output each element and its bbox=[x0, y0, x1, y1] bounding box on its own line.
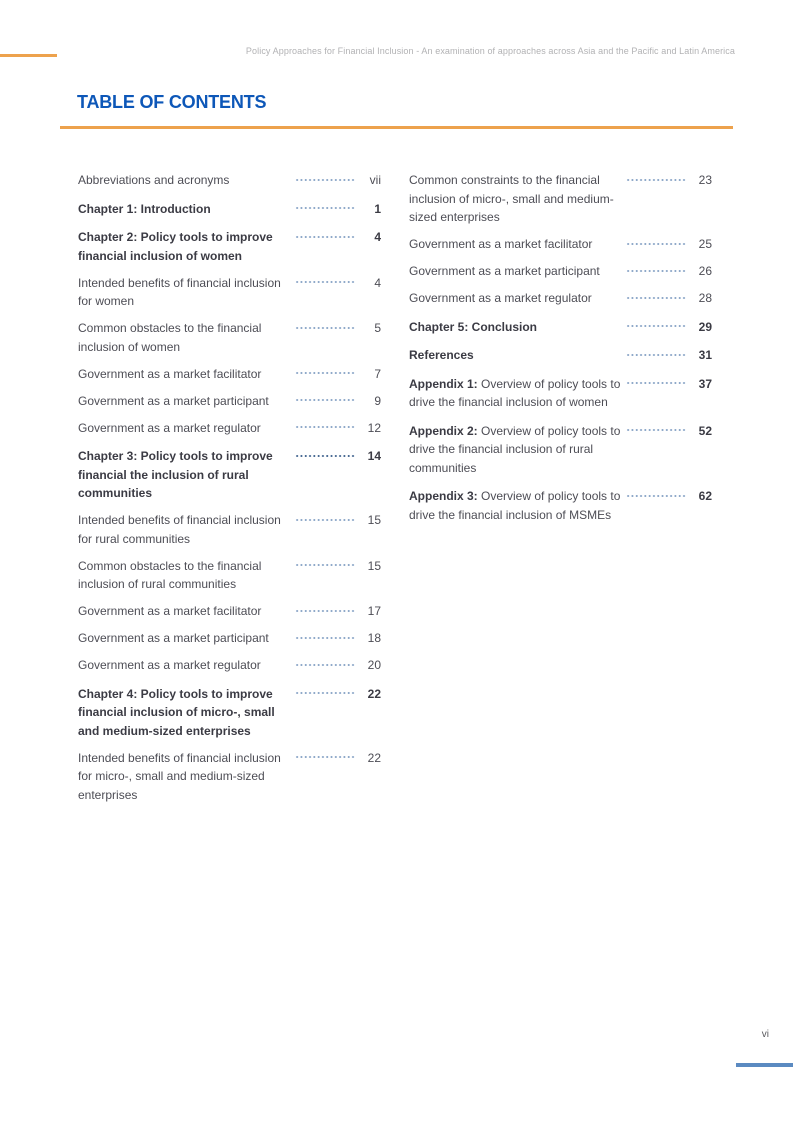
top-left-accent-line bbox=[0, 54, 57, 57]
dotted-leader bbox=[295, 207, 355, 209]
toc-entry-label bbox=[78, 749, 295, 805]
toc-entry-label bbox=[78, 629, 295, 648]
dotted-leader bbox=[295, 399, 355, 401]
toc-entry[interactable] bbox=[78, 511, 381, 548]
dotted-leader bbox=[626, 382, 686, 384]
toc-entry-page: 31 bbox=[698, 348, 712, 362]
toc-entry-prefix: Appendix 1: bbox=[409, 376, 478, 391]
title-divider-line bbox=[60, 126, 733, 129]
toc-entry-label bbox=[409, 171, 626, 227]
toc-entry-prefix: Chapter 5: Conclusion bbox=[409, 319, 538, 334]
toc-columns bbox=[78, 171, 712, 813]
toc-entry-prefix: Appendix 3: bbox=[409, 489, 478, 503]
toc-entry-text: Overview of policy tools to drive the financial inclusion of MSMEs bbox=[409, 489, 621, 522]
dotted-leader bbox=[626, 243, 686, 245]
toc-entry[interactable] bbox=[409, 289, 712, 308]
toc-entry-text: Government as a market facilitator bbox=[78, 604, 262, 618]
toc-entry-label bbox=[78, 392, 295, 411]
toc-entry-page: 1 bbox=[374, 201, 381, 216]
toc-entry[interactable] bbox=[78, 392, 381, 411]
toc-entry-page: 25 bbox=[698, 237, 712, 251]
toc-entry-prefix: Chapter 4: Policy tools to improve financial inclusion of micro-, small and medium-sized enterprises bbox=[78, 686, 275, 738]
toc-entry-label bbox=[409, 235, 626, 254]
dotted-leader bbox=[295, 236, 355, 238]
toc-entry-text: Abbreviations and acronyms bbox=[78, 173, 230, 187]
dotted-leader bbox=[626, 354, 686, 356]
toc-entry[interactable] bbox=[78, 557, 381, 594]
toc-entry[interactable] bbox=[409, 318, 712, 337]
toc-entry-label bbox=[409, 289, 626, 308]
dotted-leader bbox=[295, 692, 355, 694]
dotted-leader bbox=[295, 564, 355, 566]
dotted-leader bbox=[626, 179, 686, 181]
toc-entry-label bbox=[78, 656, 295, 675]
dotted-leader bbox=[295, 179, 355, 181]
toc-entry-text: Common constraints to the financial inclusion of micro-, small and medium-sized enterprises bbox=[409, 173, 614, 224]
toc-entry[interactable] bbox=[78, 419, 381, 438]
toc-entry[interactable] bbox=[78, 656, 381, 675]
toc-entry-label bbox=[409, 346, 626, 365]
page-title: TABLE OF CONTENTS bbox=[77, 92, 267, 112]
dotted-leader bbox=[626, 297, 686, 299]
toc-entry[interactable] bbox=[78, 629, 381, 648]
toc-entry-prefix: Chapter 2: Policy tools to improve financial inclusion of women bbox=[78, 230, 273, 263]
toc-entry-text: Government as a market facilitator bbox=[78, 366, 262, 381]
toc-entry-text: Common obstacles to the financial inclusion of women bbox=[78, 321, 262, 354]
dotted-leader bbox=[626, 495, 686, 497]
running-header-title: Policy Approaches for Financial Inclusion - An examination of approaches across Asia and the Pacific and Latin America bbox=[245, 46, 735, 56]
toc-entry-label bbox=[78, 602, 295, 621]
dotted-leader bbox=[626, 325, 686, 327]
toc-entry-label bbox=[78, 419, 295, 438]
toc-entry-text: Government as a market participant bbox=[409, 264, 600, 278]
toc-entry-text: Intended benefits of financial inclusion for women bbox=[78, 275, 281, 308]
toc-entry-page: 28 bbox=[698, 291, 712, 305]
toc-entry-page: 37 bbox=[698, 376, 712, 391]
toc-entry-page: 20 bbox=[367, 658, 381, 672]
toc-entry[interactable] bbox=[409, 262, 712, 281]
toc-entry-page: 15 bbox=[367, 558, 381, 573]
toc-entry[interactable] bbox=[78, 319, 381, 356]
toc-entry[interactable] bbox=[409, 422, 712, 478]
toc-entry-page: 4 bbox=[374, 275, 381, 290]
dotted-leader bbox=[295, 372, 355, 374]
toc-entry-page: 12 bbox=[367, 420, 381, 435]
toc-entry-label bbox=[78, 200, 295, 219]
dotted-leader bbox=[626, 429, 686, 431]
dotted-leader bbox=[626, 270, 686, 272]
toc-entry-text: Overview of policy tools to drive the financial inclusion of women bbox=[409, 376, 621, 409]
toc-entry-page: 7 bbox=[374, 366, 381, 381]
dotted-leader bbox=[295, 281, 355, 283]
toc-entry-page: 17 bbox=[367, 604, 381, 618]
toc-entry-page: 15 bbox=[367, 513, 381, 527]
toc-entry-prefix: Chapter 1: Introduction bbox=[78, 201, 211, 216]
toc-entry[interactable] bbox=[409, 171, 712, 227]
toc-entry[interactable] bbox=[78, 274, 381, 311]
dotted-leader bbox=[295, 519, 355, 521]
toc-entry-text: Intended benefits of financial inclusion for rural communities bbox=[78, 513, 281, 546]
toc-entry-label bbox=[78, 171, 295, 190]
toc-entry[interactable] bbox=[78, 228, 381, 265]
toc-entry-label bbox=[78, 557, 295, 594]
toc-entry-text: Government as a market facilitator bbox=[409, 237, 593, 251]
toc-entry[interactable] bbox=[78, 365, 381, 384]
toc-entry-page: 14 bbox=[367, 449, 381, 463]
toc-entry-page: 9 bbox=[374, 393, 381, 408]
dotted-leader bbox=[295, 327, 355, 329]
toc-column-left bbox=[78, 171, 381, 813]
toc-entry-text: Common obstacles to the financial inclusion of rural communities bbox=[78, 558, 262, 591]
toc-column-right bbox=[409, 171, 712, 813]
toc-entry-page: 5 bbox=[374, 321, 381, 335]
toc-entry-prefix: Chapter 3: Policy tools to improve financial the inclusion of rural communities bbox=[78, 449, 273, 500]
dotted-leader bbox=[295, 756, 355, 758]
toc-entry-label bbox=[78, 447, 295, 503]
toc-entry-label bbox=[409, 375, 626, 412]
toc-entry-text: Government as a market regulator bbox=[78, 658, 261, 672]
toc-entry-label bbox=[78, 228, 295, 265]
toc-entry-page: 26 bbox=[698, 264, 712, 278]
toc-entry-text: Intended benefits of financial inclusion for micro-, small and medium-sized enterprises bbox=[78, 750, 281, 802]
dotted-leader bbox=[295, 455, 355, 457]
toc-entry-page: 22 bbox=[367, 750, 381, 765]
dotted-leader bbox=[295, 637, 355, 639]
dotted-leader bbox=[295, 610, 355, 612]
dotted-leader bbox=[295, 426, 355, 428]
dotted-leader bbox=[295, 664, 355, 666]
toc-entry-prefix: References bbox=[409, 348, 474, 362]
toc-entry-page: 18 bbox=[367, 631, 381, 645]
toc-entry-text: Government as a market participant bbox=[78, 393, 269, 408]
toc-entry[interactable] bbox=[78, 602, 381, 621]
toc-entry-label bbox=[409, 422, 626, 478]
toc-entry-text: Government as a market regulator bbox=[78, 420, 261, 435]
toc-entry-label bbox=[409, 487, 626, 524]
toc-entry-label bbox=[409, 262, 626, 281]
toc-entry-text: Government as a market participant bbox=[78, 631, 269, 645]
toc-entry-label bbox=[78, 365, 295, 384]
toc-entry[interactable] bbox=[78, 171, 381, 190]
toc-entry[interactable] bbox=[78, 200, 381, 219]
toc-entry-page: 29 bbox=[698, 319, 712, 334]
toc-entry[interactable] bbox=[409, 346, 712, 365]
toc-entry-page: 23 bbox=[698, 173, 712, 187]
toc-entry[interactable] bbox=[78, 685, 381, 741]
toc-entry-page: 52 bbox=[698, 423, 712, 438]
toc-entry-label bbox=[78, 319, 295, 356]
toc-entry-prefix: Appendix 2: bbox=[409, 423, 478, 438]
toc-entry-text: Government as a market regulator bbox=[409, 291, 592, 305]
toc-entry-text: Overview of policy tools to drive the financial inclusion of rural communities bbox=[409, 423, 621, 475]
toc-entry-label bbox=[409, 318, 626, 337]
toc-entry[interactable] bbox=[409, 487, 712, 524]
toc-entry-label bbox=[78, 685, 295, 741]
toc-entry[interactable] bbox=[78, 447, 381, 503]
toc-entry-page: 22 bbox=[367, 686, 381, 701]
footer-accent-line bbox=[736, 1063, 793, 1067]
toc-entry[interactable] bbox=[409, 235, 712, 254]
toc-entry-page: 4 bbox=[374, 230, 381, 244]
toc-entry-label bbox=[78, 274, 295, 311]
toc-entry-label bbox=[78, 511, 295, 548]
footer-page-number: vi bbox=[761, 1029, 769, 1040]
toc-entry[interactable] bbox=[409, 375, 712, 412]
toc-entry-page: vii bbox=[369, 173, 381, 187]
toc-entry[interactable] bbox=[78, 749, 381, 805]
toc-entry-page: 62 bbox=[698, 489, 712, 503]
